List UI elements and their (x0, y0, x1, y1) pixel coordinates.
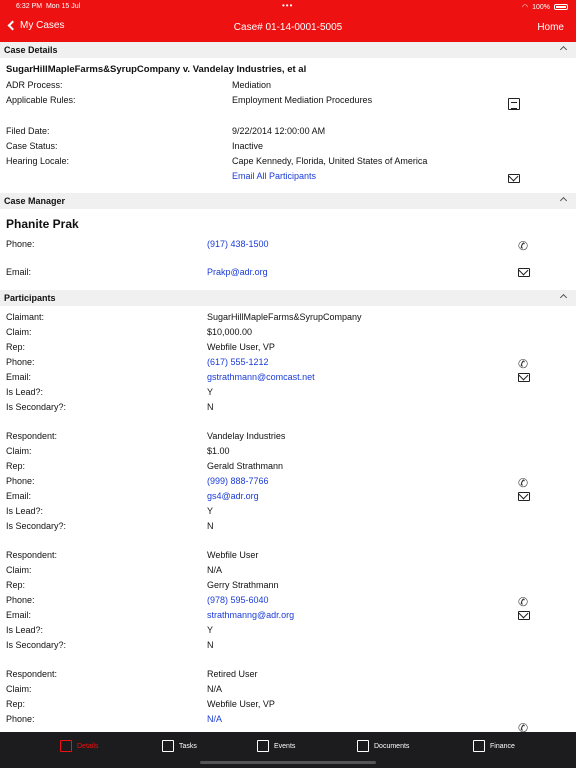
participant-secondary-row: Is Secondary?: N (6, 521, 214, 531)
manager-phone-link[interactable]: (917) 438-1500 (207, 239, 269, 249)
tab-details[interactable]: Details (60, 740, 98, 752)
clipboard-check-icon (162, 740, 174, 752)
chevron-up-icon (560, 294, 567, 301)
manager-email-link[interactable]: Prakp@adr.org (207, 267, 268, 277)
case-details-header[interactable]: Case Details (0, 42, 576, 58)
chevron-up-icon (560, 46, 567, 53)
status-time: 6:32 PM Mon 15 Jul (16, 3, 81, 10)
multitasking-dots[interactable]: ••• (282, 1, 294, 10)
page-title: Case# 01-14-0001-5005 (233, 22, 343, 33)
participant-role-row: Respondent: Retired User (6, 669, 258, 679)
home-indicator[interactable] (200, 761, 376, 764)
folder-icon (60, 740, 72, 752)
manager-email-row: Email: Prakp@adr.org (0, 265, 576, 290)
phone-icon[interactable]: ✆ (518, 239, 529, 253)
case-manager-name: Phanite Prak (6, 217, 79, 231)
participant-secondary-row: Is Secondary?: N (6, 402, 214, 412)
status-right (522, 3, 568, 11)
participant-phone-row: Phone: (617) 555-1212 ✆ (6, 357, 529, 371)
tab-documents[interactable]: Documents (357, 740, 409, 752)
participant-email-link[interactable]: gs4@adr.org (207, 491, 259, 501)
participant-claim-row: Claim: $1.00 (6, 446, 230, 456)
participant-block (0, 429, 576, 534)
participant-phone-row: Phone: (978) 595-6040 ✆ (6, 595, 529, 609)
tab-events[interactable]: Events (257, 740, 295, 752)
clipboard-check-icon (473, 740, 485, 752)
participant-phone-link[interactable]: (999) 888-7766 (207, 476, 269, 486)
participant-email-row: Email: strathmanng@adr.org (0, 608, 576, 623)
tab-finance[interactable]: Finance (473, 740, 515, 752)
case-title: SugarHillMapleFarms&SyrupCompany v. Vandelay Industries, et al (6, 64, 307, 75)
participant-rep-row: Rep: Webfile User, VP (6, 699, 275, 709)
detail-row-case-status: Case Status: Inactive (6, 141, 264, 151)
participant-role-row: Respondent: Webfile User (6, 550, 259, 560)
tab-bar (0, 732, 576, 768)
detail-row-filed-date: Filed Date: 9/22/2014 12:00:00 AM (6, 126, 326, 136)
battery-percent: 100% (532, 3, 550, 11)
mail-icon[interactable] (518, 611, 530, 620)
calendar-icon (257, 740, 269, 752)
participant-claim-row: Claim: N/A (6, 684, 223, 694)
back-label: My Cases (20, 20, 65, 31)
participant-phone-link[interactable]: (978) 595-6040 (207, 595, 269, 605)
phone-icon[interactable]: ✆ (518, 357, 529, 371)
participant-rep-row: Rep: Gerald Strathmann (6, 461, 284, 471)
phone-icon[interactable]: ✆ (518, 476, 529, 490)
home-button[interactable]: Home (537, 22, 564, 33)
mail-icon[interactable] (518, 492, 530, 501)
phone-icon[interactable]: ✆ (518, 721, 529, 732)
participant-phone-link[interactable]: N/A (207, 714, 223, 724)
case-manager-header[interactable]: Case Manager (0, 193, 576, 209)
participant-rep-row: Rep: Gerry Strathmann (6, 580, 279, 590)
participant-role-row: Respondent: Vandelay Industries (6, 431, 286, 441)
wifi-icon: ◠ (521, 4, 529, 11)
navigation-bar (0, 14, 576, 42)
case-content[interactable] (0, 42, 576, 732)
participant-lead-row: Is Lead?: Y (6, 387, 214, 397)
participants-header[interactable]: Participants (0, 290, 576, 306)
participant-phone-row: Phone: (999) 888-7766 ✆ (6, 476, 529, 490)
participant-claim-row: Claim: N/A (6, 565, 223, 575)
participant-phone-link[interactable]: (617) 555-1212 (207, 357, 269, 367)
tab-tasks[interactable]: Tasks (162, 740, 197, 752)
participant-email-link[interactable]: gstrathmann@comcast.net (207, 372, 315, 382)
rules-document-icon[interactable] (508, 98, 520, 110)
detail-row-adr-process: ADR Process: Mediation (6, 80, 272, 90)
manager-phone-row: Phone: (917) 438-1500 ✆ (6, 239, 529, 253)
email-all-participants-link[interactable]: Email All Participants (232, 171, 317, 181)
participant-lead-row: Is Lead?: Y (6, 625, 214, 635)
detail-row-hearing-locale: Hearing Locale: Cape Kennedy, Florida, United States of America (6, 156, 428, 166)
document-icon (357, 740, 369, 752)
detail-row-applicable-rules: Applicable Rules: Employment Mediation Procedures (0, 93, 576, 108)
email-all-mail-icon[interactable] (508, 174, 520, 183)
email-all-row (0, 169, 576, 184)
participant-block (0, 310, 576, 415)
mail-icon[interactable] (518, 268, 530, 277)
participant-role-row: Claimant: SugarHillMapleFarms&SyrupCompany (6, 312, 362, 322)
participant-claim-row: Claim: $10,000.00 (6, 327, 253, 337)
battery-icon (554, 4, 568, 10)
chevron-up-icon (560, 197, 567, 204)
participant-block (0, 548, 576, 653)
participant-phone-row: Phone: N/A ✆ (6, 714, 529, 732)
participant-block (0, 667, 576, 732)
participant-email-row: Email: gs4@adr.org (0, 489, 576, 504)
status-bar (0, 0, 576, 14)
participant-email-link[interactable]: strathmanng@adr.org (207, 610, 295, 620)
participant-rep-row: Rep: Webfile User, VP (6, 342, 275, 352)
phone-icon[interactable]: ✆ (518, 595, 529, 609)
mail-icon[interactable] (518, 373, 530, 382)
participant-lead-row: Is Lead?: Y (6, 506, 214, 516)
participant-secondary-row: Is Secondary?: N (6, 640, 214, 650)
participant-email-row: Email: gstrathmann@comcast.net (0, 370, 576, 385)
